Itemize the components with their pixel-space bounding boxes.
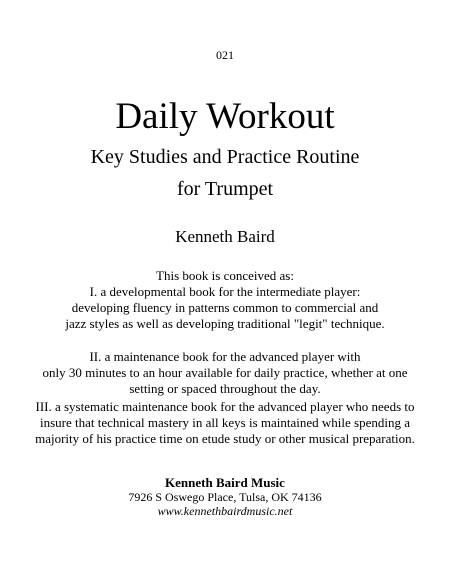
book-subtitle-line-1: Key Studies and Practice Routine — [90, 146, 360, 168]
page-number: 021 — [216, 48, 234, 62]
book-title: Daily Workout — [115, 96, 335, 137]
publisher-name: Kenneth Baird Music — [165, 475, 285, 490]
point-3-line: III. a systematic maintenance book for the advanced player who needs to — [35, 399, 415, 414]
book-subtitle-line-2: for Trumpet — [176, 178, 274, 200]
point-1-line: developing fluency in patterns common to commercial and — [71, 300, 379, 315]
publisher-address: 7926 S Oswego Place, Tulsa, OK 74136 — [128, 490, 322, 504]
intro-section — [0, 268, 450, 332]
point-2-line: II. a maintenance book for the advanced player with — [89, 349, 361, 364]
author-name: Kenneth Baird — [175, 227, 275, 246]
point-2-section — [0, 349, 450, 397]
point-3-section — [0, 399, 450, 447]
intro-lead: This book is conceived as: — [156, 268, 294, 283]
point-3-line: insure that technical mastery in all keys is maintained while spending a — [39, 415, 411, 430]
point-3-line: majority of his practice time on etude study or other musical preparation. — [35, 431, 415, 446]
point-1-line: jazz styles as well as developing traditional "legit" technique. — [65, 316, 385, 331]
point-2-line: only 30 minutes to an hour available for daily practice, whether at one — [42, 365, 408, 380]
point-2-line: setting or spaced throughout the day. — [129, 381, 321, 396]
point-1-line: I. a developmental book for the intermediate player: — [89, 284, 361, 299]
publisher-website: www.kennethbairdmusic.net — [157, 504, 293, 518]
